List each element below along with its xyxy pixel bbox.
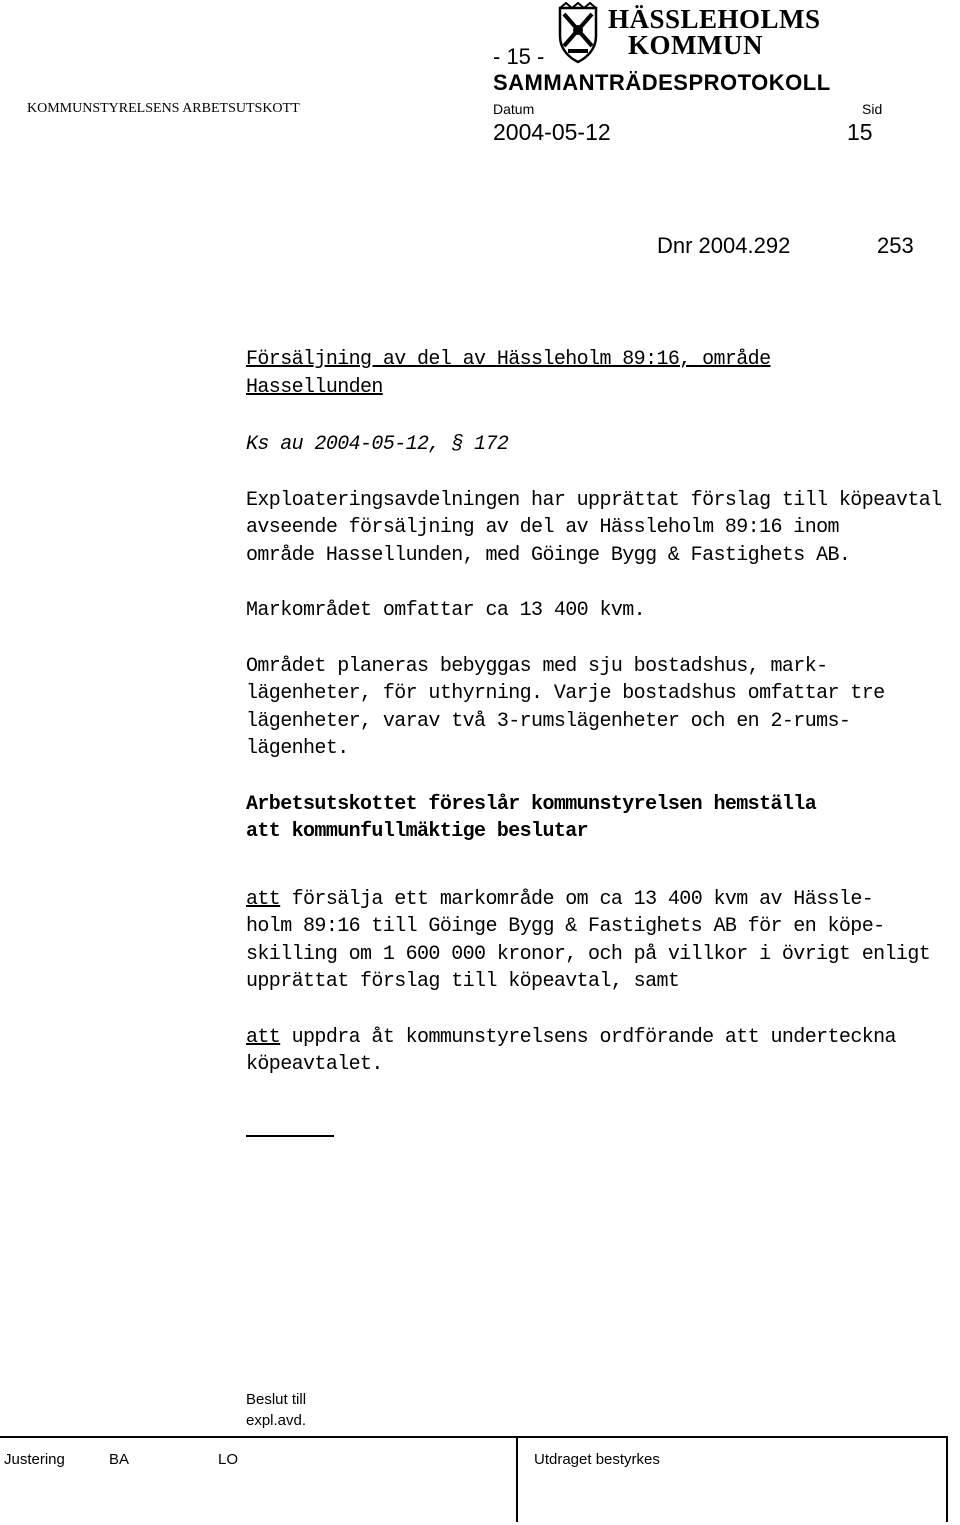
diary-number: Dnr 2004.292 [657, 233, 791, 258]
decision-recipient: Beslut till expl.avd. [246, 1391, 307, 1429]
footer-vertical-divider [516, 1436, 518, 1522]
municipality-logo [556, 2, 821, 66]
date-label: Datum [493, 101, 535, 117]
decision-1 [246, 886, 960, 996]
logo-wordmark [608, 6, 821, 58]
paragraph-1: Exploateringsavdelningen har upprättat förslag till köpeavtal avseende försäljning av del av Hässleholm 89:16 inom område Hassellunden, med Göinge Bygg & Fastighets AB. [246, 488, 942, 567]
signatory-initials-1: BA [109, 1451, 130, 1468]
decision-1-att: att [246, 887, 281, 911]
decision-2-att: att [246, 1025, 281, 1049]
decision-2 [246, 1024, 960, 1079]
footer-divider [0, 1436, 948, 1438]
justering-label: Justering [4, 1451, 65, 1468]
footer-right-border [946, 1436, 948, 1522]
meeting-date: 2004-05-12 [493, 119, 611, 145]
decision-1-text: försälja ett markområde om ca 13 400 kvm av Hässle- holm 89:16 till Göinge Bygg & Fastighets AB för en köpe- skilling om 1 600 000 kronor, och på villkor i övrigt enligt upprättat förslag till köpeavtal, samt [246, 887, 931, 993]
page-label: Sid [862, 101, 883, 117]
signatory-initials-2: LO [218, 1451, 239, 1468]
certified-label: Utdraget bestyrkes [534, 1451, 660, 1468]
protocol-title: SAMMANTRÄDESPROTOKOLL [493, 70, 831, 95]
case-number: 253 [877, 233, 914, 258]
coat-of-arms-icon [556, 2, 600, 64]
document-body [246, 346, 960, 1137]
paragraph-3: Området planeras bebyggas med sju bostadshus, mark- lägenheter, för uthyrning. Varje bostadshus omfattar tre lägenheter, varav två 3-rumslägenheter och en 2-rums- lägenhet. [246, 654, 885, 760]
committee-name: KOMMUNSTYRELSENS ARBETSUTSKOTT [27, 101, 300, 116]
logo-line-2: KOMMUN [628, 30, 763, 60]
decision-2-text: uppdra åt kommunstyrelsens ordförande att underteckna köpeavtalet. [246, 1025, 896, 1076]
matter-title: Försäljning av del av Hässleholm 89:16, område Hassellunden [246, 348, 771, 399]
end-rule [246, 1135, 334, 1137]
matter-reference: Ks au 2004-05-12, § 172 [246, 433, 509, 456]
page-number: - 15 - [493, 44, 545, 69]
logo-line-1: HÄSSLEHOLMS [608, 4, 821, 34]
paragraph-2: Markområdet omfattar ca 13 400 kvm. [246, 599, 646, 622]
proposal-heading: Arbetsutskottet föreslår kommunstyrelsen hemställa att kommunfullmäktige beslutar [246, 792, 817, 843]
page-value: 15 [847, 119, 873, 145]
